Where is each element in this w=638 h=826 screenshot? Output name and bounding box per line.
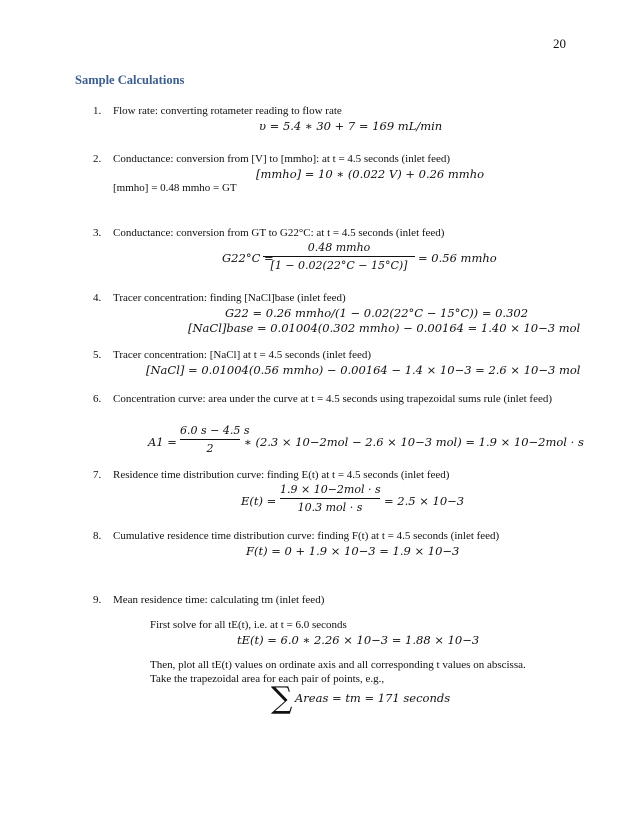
item-text: Concentration curve: area under the curve at t = 4.5 seconds using trapezoidal sums rule (inlet feed) xyxy=(113,393,553,405)
equation: υ = 5.4 ∗ 30 + 7 = 169 mL/min xyxy=(259,119,443,133)
item-text: Tracer concentration: finding [NaCl]base (inlet feed) xyxy=(113,292,346,304)
sub-text-1: First solve for all tE(t), i.e. at t = 6.0 seconds xyxy=(150,619,347,631)
item-number: 7. xyxy=(93,469,102,481)
fraction-denominator: 2 xyxy=(206,442,214,455)
equation: G22 = 0.26 mmho/(1 − 0.02(22°C − 15°C)) = 0.302 xyxy=(225,306,529,320)
equation: F(t) = 0 + 1.9 × 10−3 = 1.9 × 10−3 xyxy=(246,544,460,558)
item-text: Mean residence time: calculating tm (inlet feed) xyxy=(113,594,325,606)
section-heading: Sample Calculations xyxy=(75,73,185,87)
item-number: 4. xyxy=(93,292,102,304)
fraction-denominator: 10.3 mol · s xyxy=(297,501,363,514)
sub-text-2: Then, plot all tE(t) values on ordinate axis and all corresponding t values on abscissa. Take the trapezoidal area for each pair of points, e.g., xyxy=(150,659,526,685)
item-text: Residence time distribution curve: finding E(t) at t = 4.5 seconds (inlet feed) xyxy=(113,469,450,481)
equation-2: [NaCl]base = 0.01004(0.302 mmho) − 0.00164 = 1.40 × 10−3 mol xyxy=(188,321,581,335)
equation: tE(t) = 6.0 ∗ 2.26 × 10−3 = 1.88 × 10−3 xyxy=(237,633,480,647)
equation: [mmho] = 10 ∗ (0.022 V) + 0.26 mmho xyxy=(256,167,485,181)
item-number: 3. xyxy=(93,227,102,239)
equation-2: Areas = tm = 171 seconds xyxy=(295,691,451,705)
item-number: 1. xyxy=(93,105,102,117)
fraction-numerator: 0.48 mmho xyxy=(307,241,371,254)
equation-rhs: = 0.56 mmho xyxy=(418,251,497,265)
fraction-bar xyxy=(263,256,415,257)
item-text: Conductance: conversion from GT to G22°C: at t = 4.5 seconds (inlet feed) xyxy=(113,227,445,239)
equation-lhs: A1 = xyxy=(148,435,177,449)
item-text: Conductance: conversion from [V] to [mmho]: at t = 4.5 seconds (inlet feed) xyxy=(113,153,451,165)
equation-lhs: E(t) = xyxy=(241,494,277,508)
item-number: 8. xyxy=(93,530,102,542)
item-text: Cumulative residence time distribution curve: finding F(t) at t = 4.5 seconds (inlet feed) xyxy=(113,530,500,542)
fraction-numerator: 1.9 × 10−2mol · s xyxy=(280,483,381,496)
summation-symbol: ∑ xyxy=(271,681,293,716)
item-number: 6. xyxy=(93,393,102,405)
result-note: [mmho] = 0.48 mmho = GT xyxy=(113,182,237,194)
item-text: Tracer concentration: [NaCl] at t = 4.5 seconds (inlet feed) xyxy=(113,349,372,361)
fraction-bar xyxy=(180,439,240,440)
equation: [NaCl] = 0.01004(0.56 mmho) − 0.00164 − 1.4 × 10−3 = 2.6 × 10−3 mol xyxy=(146,363,581,377)
item-number: 2. xyxy=(93,153,102,165)
fraction-numerator: 6.0 s − 4.5 s xyxy=(180,424,250,437)
page-number: 20 xyxy=(553,36,566,51)
equation-rhs: = 2.5 × 10−3 xyxy=(384,494,465,508)
equation-lhs: G22°C = xyxy=(222,251,274,265)
item-number: 5. xyxy=(93,349,102,361)
equation-rhs: ∗ (2.3 × 10−2mol − 2.6 × 10−3 mol) = 1.9 × 10−2mol · s xyxy=(244,435,584,449)
fraction-denominator: [1 − 0.02(22°C − 15°C)] xyxy=(270,259,408,272)
item-text: Flow rate: converting rotameter reading to flow rate xyxy=(113,105,342,117)
item-number: 9. xyxy=(93,594,102,606)
fraction-bar xyxy=(280,498,380,499)
